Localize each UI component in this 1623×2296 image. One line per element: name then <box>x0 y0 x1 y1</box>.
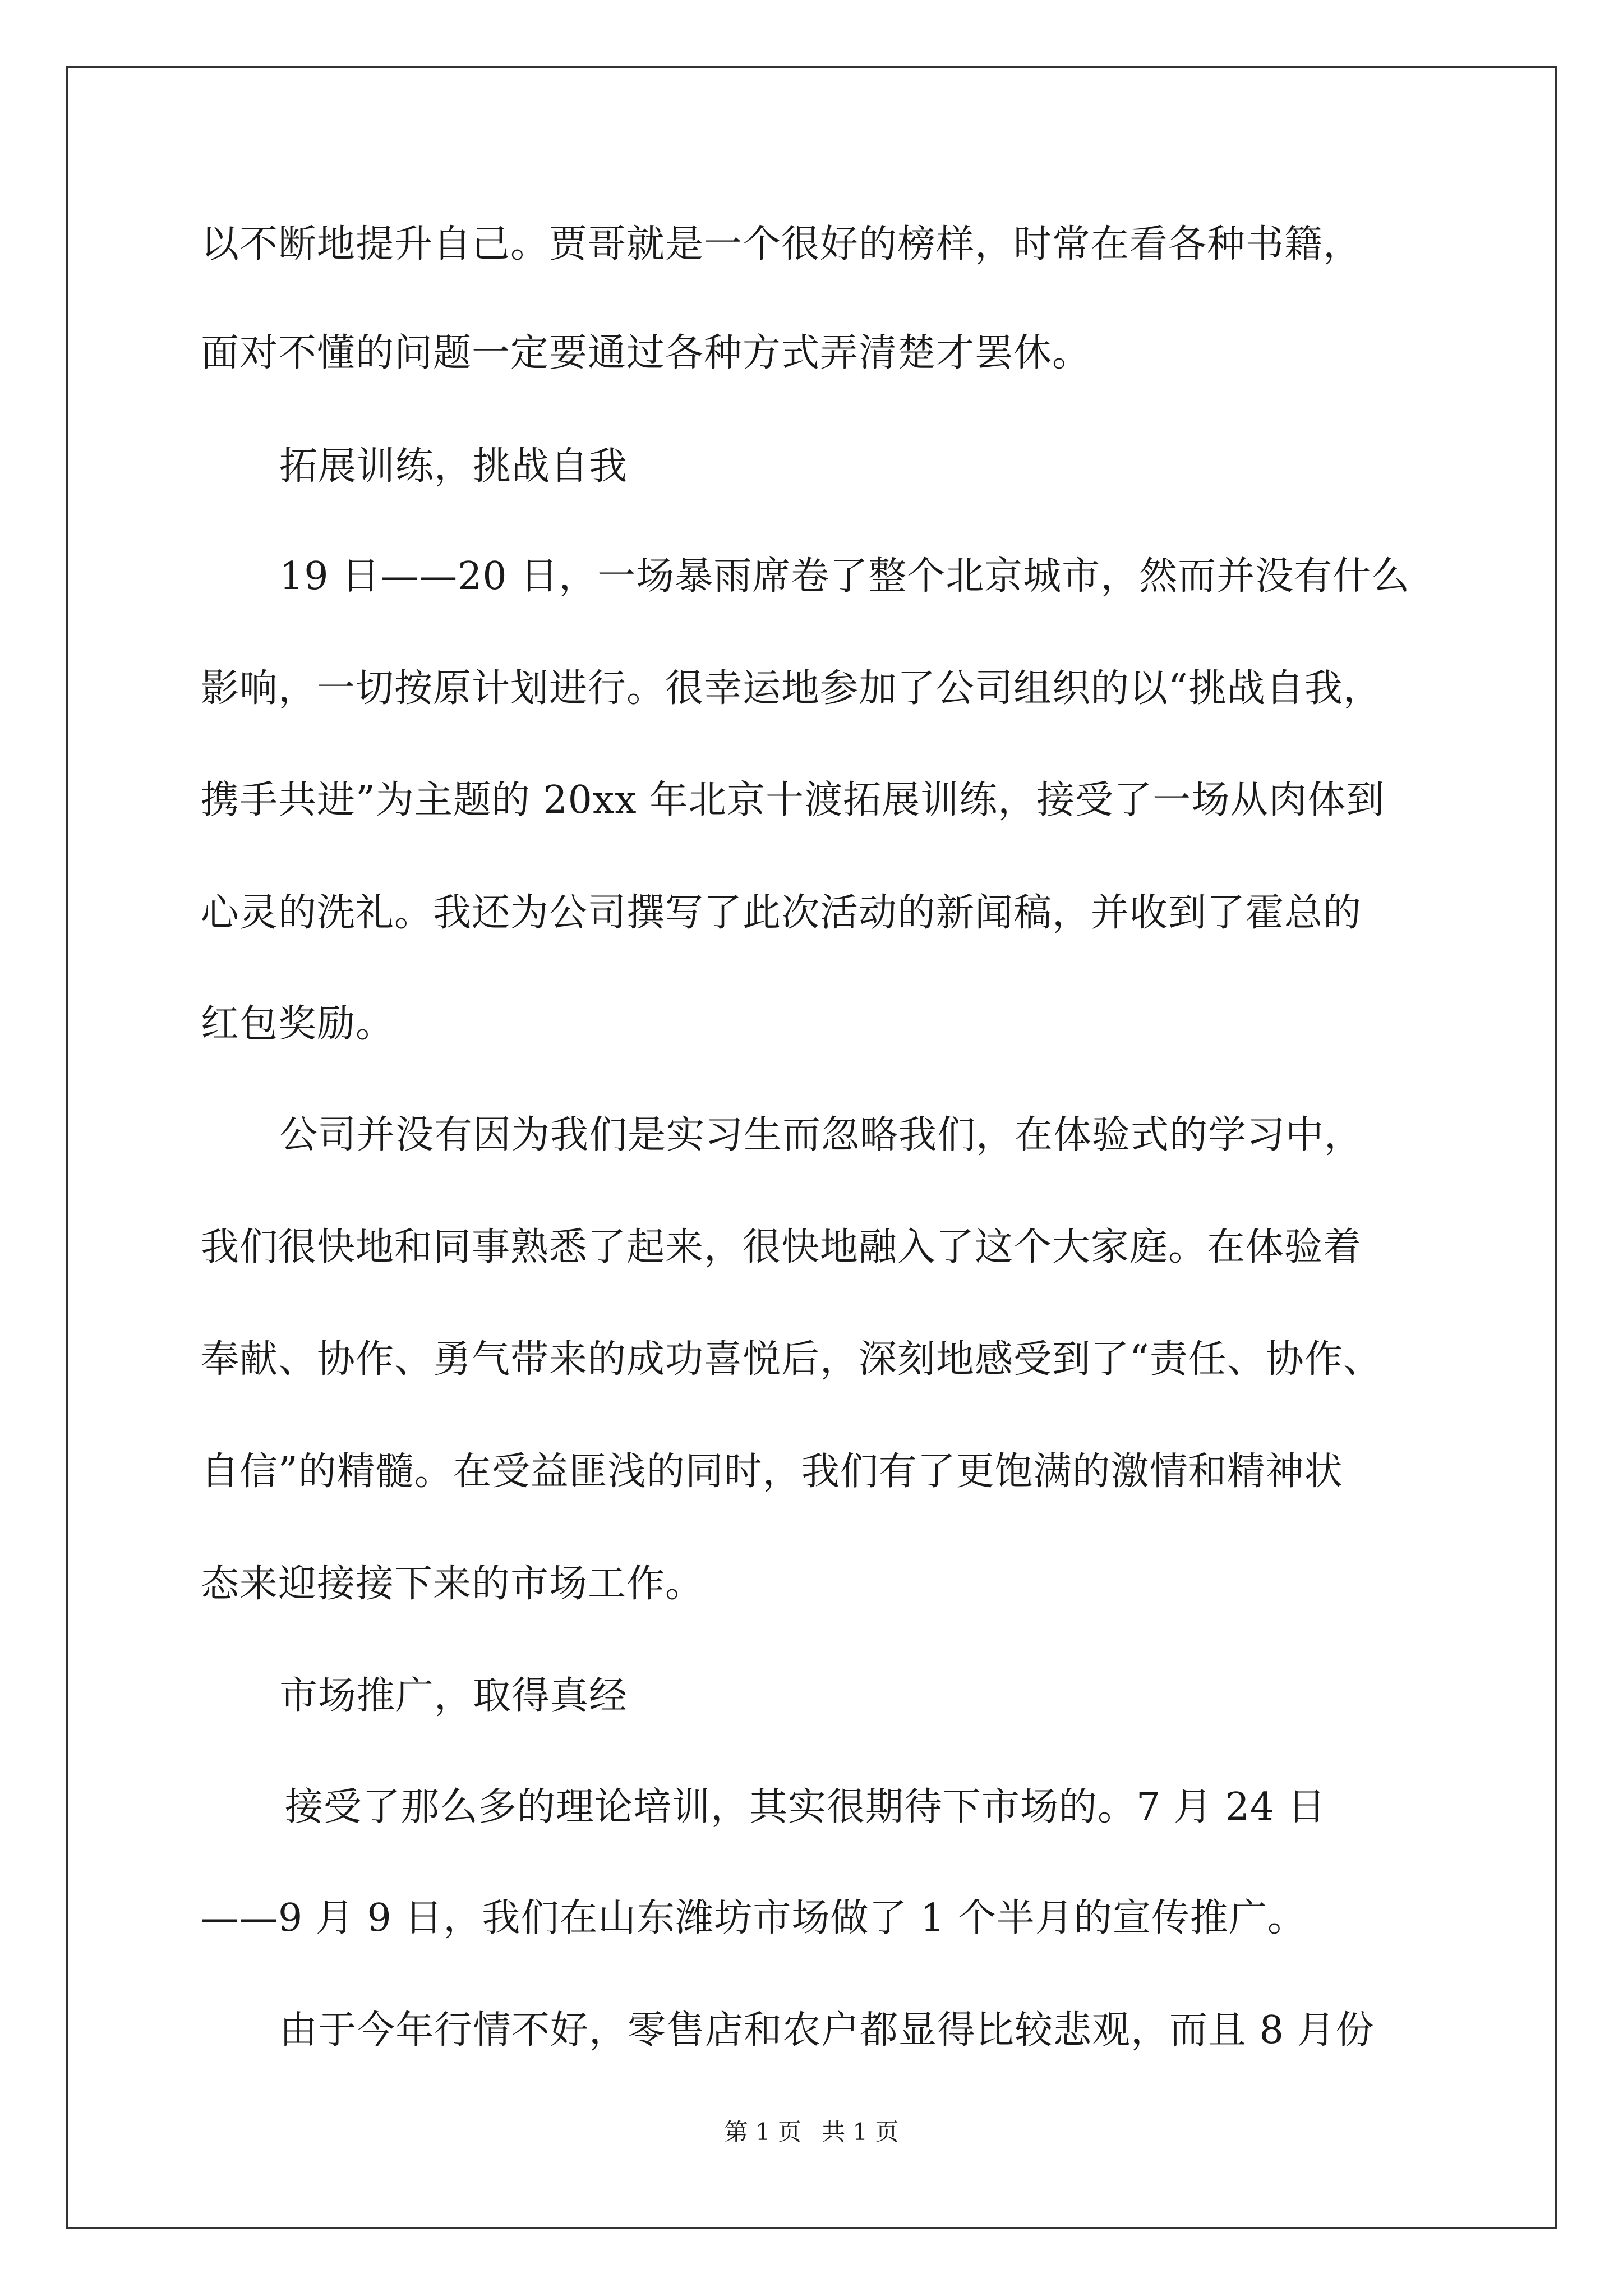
text-line: 心灵的洗礼。我还为公司撰写了此次活动的新闻稿，并收到了霍总的 <box>201 891 1362 935</box>
section-heading: 拓展训练，挑战自我 <box>279 444 628 489</box>
page-footer <box>0 2120 1623 2144</box>
text-line: 携手共进”为主题的 20xx 年北京十渡拓展训练，接受了一场从肉体到 <box>201 778 1385 822</box>
text-line: 奉献、协作、勇气带来的成功喜悦后，深刻地感受到了“责任、协作、 <box>201 1337 1382 1382</box>
text-line: 接受了那么多的理论培训，其实很期待下市场的。7 月 24 日 <box>285 1785 1326 1829</box>
page-number: 第 1 页 <box>724 2118 801 2146</box>
page-total: 共 1 页 <box>822 2118 899 2146</box>
text-line: 红包奖励。 <box>201 1002 395 1046</box>
text-line: 公司并没有因为我们是实习生而忽略我们，在体验式的学习中， <box>279 1113 1363 1157</box>
text-line: 我们很快地和同事熟悉了起来，很快地融入了这个大家庭。在体验着 <box>201 1225 1362 1269</box>
text-line: 面对不懂的问题一定要通过各种方式弄清楚才罢休。 <box>201 331 1091 375</box>
section-heading: 市场推广，取得真经 <box>279 1674 628 1718</box>
text-line: 以不断地提升自己。贾哥就是一个很好的榜样，时常在看各种书籍， <box>201 222 1362 266</box>
text-line: 由于今年行情不好，零售店和农户都显得比较悲观，而且 8 月份 <box>279 2008 1375 2053</box>
text-line: ——9 月 9 日，我们在山东潍坊市场做了 1 个半月的宣传推广。 <box>201 1896 1306 1940</box>
text-line: 19 日——20 日，一场暴雨席卷了整个北京城市，然而并没有什么 <box>279 554 1410 599</box>
text-line: 影响，一切按原计划进行。很幸运地参加了公司组织的以“挑战自我， <box>201 666 1382 711</box>
text-line: 态来迎接接下来的市场工作。 <box>201 1562 704 1606</box>
text-line: 自信”的精髓。在受益匪浅的同时，我们有了更饱满的激情和精神状 <box>201 1450 1343 1494</box>
